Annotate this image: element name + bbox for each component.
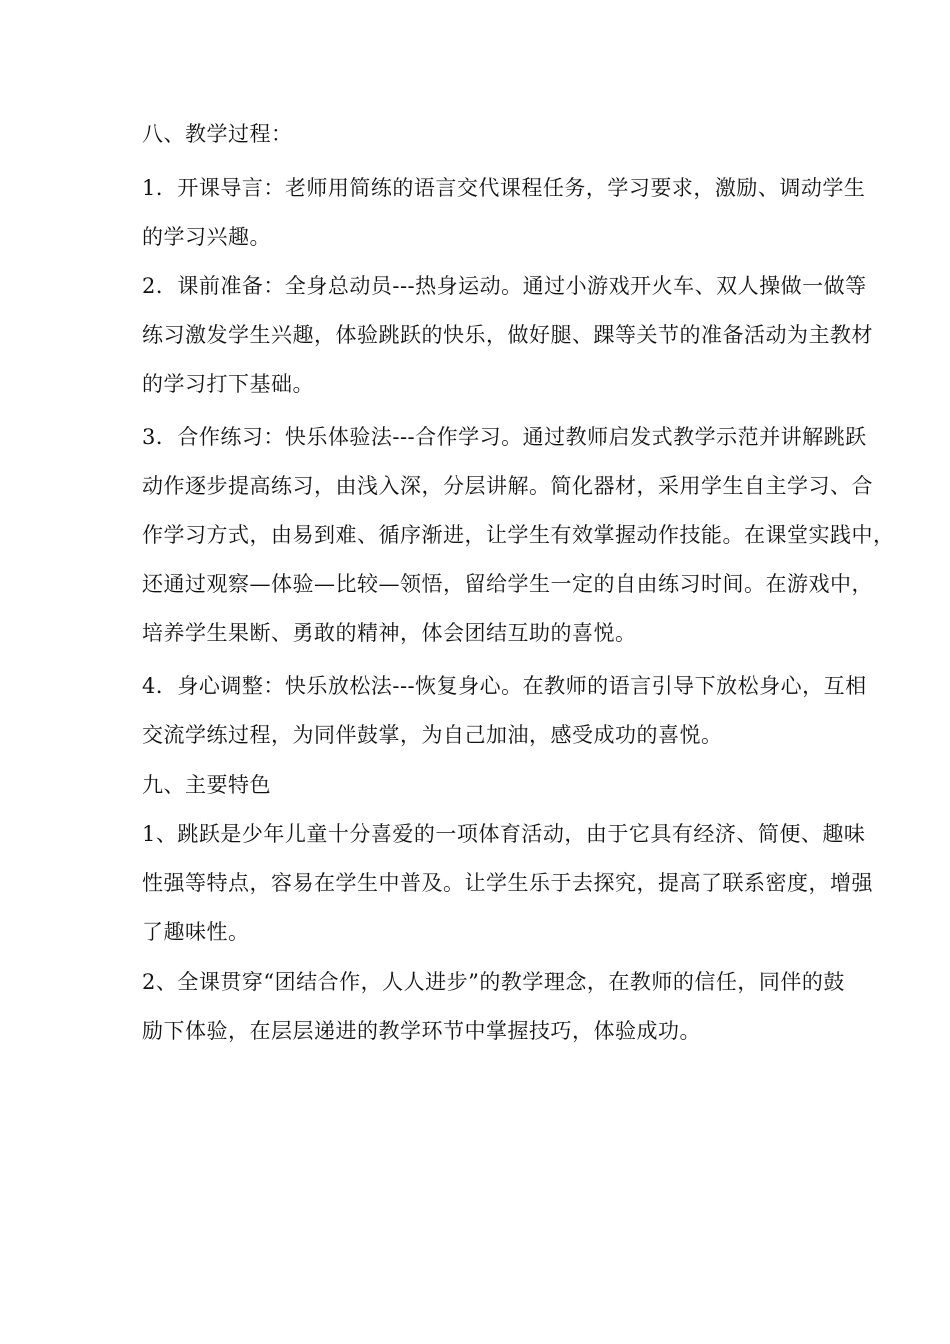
paragraph-line: 还通过观察—体验—比较—领悟，留给学生一定的自由练习时间。在游戏中，	[142, 572, 873, 596]
paragraph-line: 了趣味性。	[142, 920, 250, 944]
paragraph-line: 4．身心调整：快乐放松法---恢复身心。在教师的语言引导下放松身心，互相	[142, 674, 867, 698]
paragraph-line: 3．合作练习：快乐体验法---合作学习。通过教师启发式教学示范并讲解跳跃	[142, 425, 867, 449]
paragraph-line: 作学习方式，由易到难、循序渐进，让学生有效掌握动作技能。在课堂实践中，	[142, 523, 895, 547]
paragraph-line: 1、跳跃是少年儿童十分喜爱的一项体育活动，由于它具有经济、简便、趣味	[142, 822, 866, 846]
paragraph-line: 动作逐步提高练习，由浅入深，分层讲解。简化器材，采用学生自主学习、合	[142, 474, 873, 498]
paragraph-line: 2、全课贯穿“团结合作，人人进步”的教学理念，在教师的信任，同伴的鼓	[142, 970, 845, 994]
paragraph-line: 2．课前准备：全身总动员---热身运动。通过小游戏开火车、双人操做一做等	[142, 274, 867, 298]
section-heading-main-features: 九、主要特色	[142, 773, 271, 797]
paragraph-line: 励下体验，在层层递进的教学环节中掌握技巧，体验成功。	[142, 1019, 701, 1043]
paragraph-line: 练习激发学生兴趣，体验跳跃的快乐，做好腿、踝等关节的准备活动为主教材	[142, 323, 873, 347]
paragraph-line: 的学习打下基础。	[142, 372, 314, 396]
paragraph-line: 性强等特点，容易在学生中普及。让学生乐于去探究，提高了联系密度，增强	[142, 871, 873, 895]
paragraph-line: 培养学生果断、勇敢的精神，体会团结互助的喜悦。	[142, 621, 637, 645]
section-heading-teaching-process: 八、教学过程：	[142, 122, 293, 146]
paragraph-line: 交流学练过程，为同伴鼓掌，为自己加油，感受成功的喜悦。	[142, 723, 723, 747]
paragraph-line: 的学习兴趣。	[142, 225, 271, 249]
paragraph-line: 1．开课导言：老师用简练的语言交代课程任务，学习要求，激励、调动学生	[142, 176, 866, 200]
